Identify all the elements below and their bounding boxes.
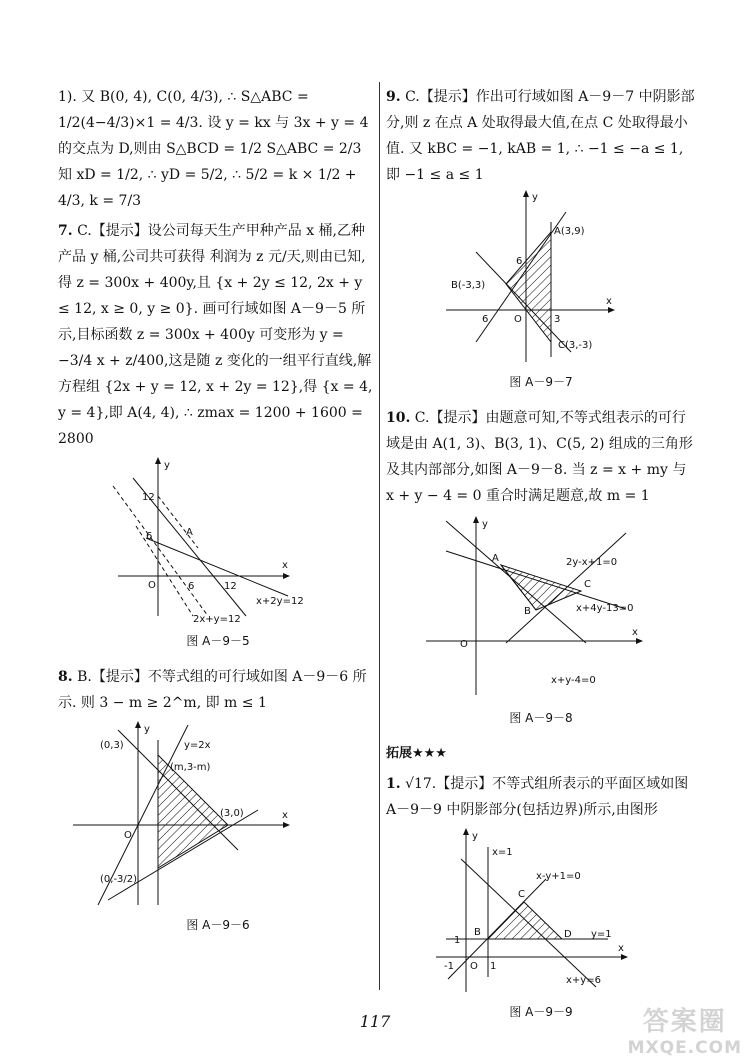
svg-text:y: y [532, 192, 538, 203]
svg-text:C: C [518, 889, 525, 900]
svg-text:12: 12 [142, 492, 155, 503]
svg-text:-1: -1 [444, 961, 454, 972]
figure-a-9-5 [58, 456, 304, 626]
left-column [58, 84, 378, 948]
q10-answer: 10. C.【提示】由题意可知,不等式组表示的可行域是由 A(1, 3)、B(3, 1)、C(5, 2) 组成的三角形及其内部部分,如图 A－9－8. 当 z = x + my 与 x + y − 4 = 0 重合时满足题意,故 m = 1 [386, 410, 693, 504]
watermark-line2: MXQE.COM [627, 1038, 742, 1058]
q9-answer: 9. C.【提示】作出可行域如图 A－9－7 中阴影部分,则 z 在点 A 处取得最大值,在点 C 处取得最小值. 又 kBC = −1, kAB = 1, ∴ −1 ≤ −a ≤ 1,即 −1 ≤ a ≤ 1 [386, 89, 695, 183]
svg-text:1: 1 [490, 961, 497, 972]
figure-a-9-9-caption: 图 A－9－9 [509, 1005, 573, 1019]
svg-text:x: x [606, 296, 612, 307]
svg-text:6: 6 [146, 531, 153, 542]
watermark-logo [628, 1001, 742, 1058]
svg-text:x+4y-13=0: x+4y-13=0 [576, 603, 634, 614]
svg-text:(m,3-m): (m,3-m) [170, 762, 211, 773]
svg-text:(3,0): (3,0) [220, 808, 244, 819]
e1-answer: 1. √17.【提示】不等式组所表示的平面区域如图 A－9－9 中阴影部分(包括边界)所示,由图形 [386, 776, 693, 818]
svg-text:A: A [492, 553, 499, 564]
x-axis-label: x [282, 560, 288, 571]
figure-a-9-9 [386, 827, 626, 997]
feasible-region [488, 902, 562, 939]
svg-text:y: y [482, 519, 488, 530]
svg-text:3: 3 [554, 314, 561, 325]
svg-text:x: x [632, 627, 638, 638]
svg-text:6: 6 [188, 581, 195, 592]
figure-a-9-6 [58, 720, 298, 910]
q8-answer: 8. B.【提示】不等式组的可行域如图 A－9－6 所示. 则 3 − m ≥ 2^m, 即 m ≤ 1 [58, 669, 367, 711]
svg-text:O: O [470, 961, 478, 972]
svg-text:1: 1 [454, 935, 461, 946]
svg-text:6: 6 [482, 314, 489, 325]
right-column [386, 84, 696, 1035]
svg-text:C: C [584, 579, 591, 590]
svg-text:B: B [474, 927, 481, 938]
svg-text:O: O [124, 830, 132, 841]
svg-text:C(3,-3): C(3,-3) [558, 340, 593, 351]
svg-text:D: D [564, 929, 572, 940]
line-x-2y-12 [146, 538, 288, 596]
svg-text:x=1: x=1 [492, 847, 513, 858]
section-heading: 拓展★★★ [386, 746, 447, 761]
svg-text:y=1: y=1 [591, 929, 612, 940]
svg-text:x+y=6: x+y=6 [566, 975, 601, 986]
svg-text:2x+y=12: 2x+y=12 [193, 614, 241, 625]
column-divider [379, 82, 380, 990]
svg-text:(0,-3/2): (0,-3/2) [100, 874, 138, 885]
point-a-label: A [186, 527, 193, 538]
svg-text:y: y [144, 724, 150, 735]
svg-text:y=2x: y=2x [184, 740, 211, 751]
watermark-line1: 答案圈 [642, 1007, 727, 1037]
svg-text:O: O [514, 314, 522, 325]
svg-text:x: x [618, 943, 624, 954]
svg-text:6: 6 [516, 256, 523, 267]
q7-number: 7. [58, 223, 73, 239]
svg-text:B(-3,3): B(-3,3) [451, 280, 486, 291]
figure-a-9-7-caption: 图 A－9－7 [509, 375, 573, 389]
y-axis-label: y [164, 460, 170, 471]
q6-continuation: 1). 又 B(0, 4), C(0, 4/3), ∴ S△ABC = 1/2(4−4/3)×1 = 4/3. 设 y = kx 与 3x + y = 4 的交点为 D,则由 S△BCD = 1/2 S△ABC = 2/3 知 xD = 1/2, ∴ yD = 5/2, ∴ 5/2 = k × 1/2 + 4/3, k = 7/3 [58, 89, 373, 209]
svg-text:2y-x+1=0: 2y-x+1=0 [566, 557, 618, 568]
svg-text:x: x [282, 810, 288, 821]
figure-a-9-7 [386, 192, 616, 367]
figure-a-9-8-caption: 图 A－9－8 [509, 711, 573, 725]
svg-text:(0,3): (0,3) [100, 740, 124, 751]
svg-text:O: O [460, 639, 468, 650]
figure-a-9-5-caption: 图 A－9－5 [186, 634, 250, 648]
svg-text:A(3,9): A(3,9) [554, 226, 585, 237]
svg-text:x-y+1=0: x-y+1=0 [536, 871, 581, 882]
figure-a-9-8 [386, 513, 646, 703]
svg-text:x+2y=12: x+2y=12 [256, 596, 304, 607]
svg-text:x+y-4=0: x+y-4=0 [551, 675, 596, 686]
origin-label: O [148, 580, 156, 591]
svg-text:B: B [524, 606, 531, 617]
svg-text:y: y [472, 831, 478, 842]
svg-text:12: 12 [224, 581, 237, 592]
feasible-region [506, 232, 551, 342]
q7-text: C.【提示】设公司每天生产甲种产品 x 桶,乙种产品 y 桶,公司共可获得 利润为 z 元/天,则由已知,得 z = 300x + 400y,且 {x + 2y ≤ 12, 2x + y ≤ 12, x ≥ 0, y ≥ 0}. 画可行域如图 A－9－5 所示,目标函数 z = 300x + 400y 可变形为 y = −3/4 x + z/400,这是随 z 变化的一组平行直线,解方程组 {2x + y = 12, x + 2y = 12},得 {x = 4, y = 4},即 A(4, 4), ∴ zmax = 1200 + 1600 = 2800 [58, 223, 377, 447]
page-number: 117 [359, 1012, 391, 1031]
figure-a-9-6-caption: 图 A－9－6 [186, 918, 250, 932]
q7-answer [58, 218, 378, 452]
